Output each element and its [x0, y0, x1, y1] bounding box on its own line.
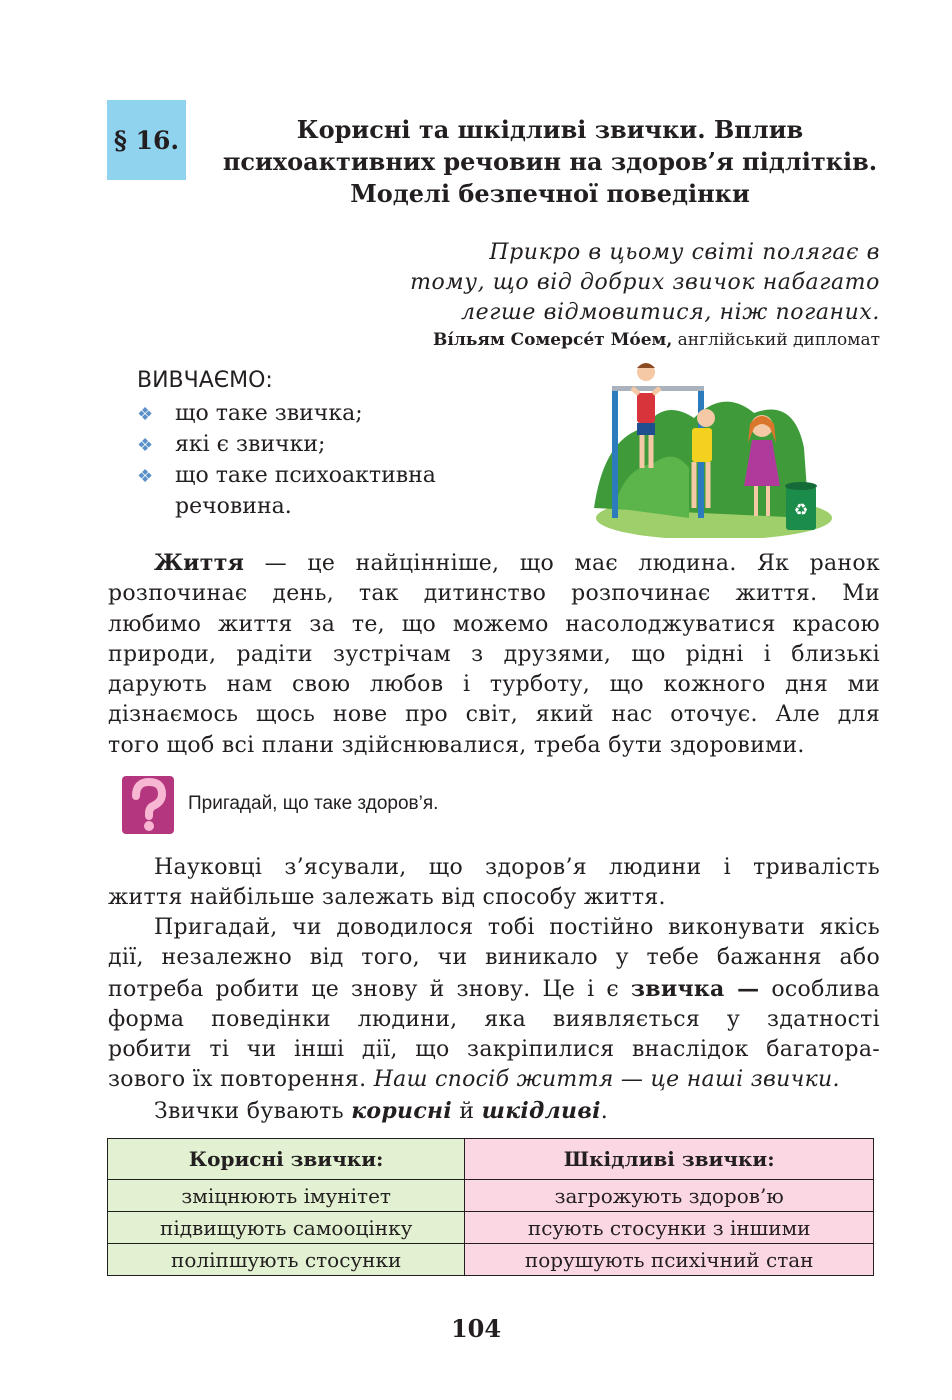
- author-name: Ві́льям Сомерсе́т Мо́ем,: [433, 330, 673, 350]
- title-line: психоактивних речовин на здоров’я підлітків.: [222, 147, 878, 176]
- table-cell: псують стосунки з іншими: [465, 1212, 874, 1244]
- term-life: Життя: [154, 550, 245, 576]
- question-mark-icon: [122, 776, 174, 834]
- svg-text:♻: ♻: [793, 500, 809, 519]
- table-cell: загрожують здоров’ю: [465, 1180, 874, 1212]
- diamond-bullet-icon: ❖: [137, 435, 154, 456]
- diamond-bullet-icon: ❖: [137, 404, 154, 425]
- children-exercising-illustration: [594, 358, 834, 538]
- question-prompt: Пригадай, що таке здоров’я.: [188, 793, 439, 814]
- habits-table: [107, 1138, 874, 1276]
- epigraph-author: [433, 330, 880, 350]
- epigraph-line: Прикро в цьому світі полягає в: [489, 240, 880, 265]
- title-line: Корисні та шкідливі звички. Вплив: [296, 115, 804, 144]
- epigraph: [410, 238, 880, 328]
- table-row: [108, 1244, 874, 1276]
- table-cell: поліпшують стосунки: [108, 1244, 465, 1276]
- section-label: § 16.: [113, 125, 180, 155]
- table-row: [108, 1212, 874, 1244]
- column-header-harmful: Шкідливі звички:: [465, 1139, 874, 1180]
- paragraph-habit-definition: Пригадай, чи доводилося тобі постійно виконувати якісь дії, незалежно від того, чи виникало у тебе бажання або потреба робити це знову й знову. Це і є звичка — особлива форма поведінки людини, яка виявляється у здатності робити ті чи інші дії, що закріпилися внаслідок багатора- зового їх повторення. Наш спосіб життя — це наші звички.: [108, 915, 880, 1093]
- term-habit: звичка —: [630, 975, 760, 1002]
- habit-motto: Наш спосіб життя — це наші звички.: [373, 1067, 840, 1093]
- term-harmful: шкідливі: [481, 1098, 601, 1124]
- learn-item: ❖ що таке психоактивна: [137, 460, 436, 492]
- column-header-useful: Корисні звички:: [108, 1139, 465, 1180]
- page-title: [200, 114, 900, 210]
- table-cell: порушують психічний стан: [465, 1244, 874, 1276]
- section-badge: [107, 100, 186, 180]
- page-number: 104: [450, 1314, 502, 1343]
- diamond-bullet-icon: ❖: [137, 466, 154, 487]
- paragraph-life: Життя — це найцінніше, що має людина. Як ранок розпочинає день, так дитинство розпочинає життя. Ми любимо життя за те, що можемо насолоджуватися красою природи, радіти зустрічам з друзями, що рідні і близькі дарують нам свою любов і турботу, що кожного дня ми дізнаємось щось нове про світ, який нас оточує. Але для того щоб всі плани здійснювалися, треба бути здоровими.: [108, 550, 880, 758]
- author-role: англійський дипломат: [677, 330, 880, 350]
- title-line: Моделі безпечної поведінки: [350, 179, 750, 208]
- paragraph-scientists: Науковці з’ясували, що здоров’я людини і тривалість життя найбільше залежать від способу життя.: [108, 855, 880, 911]
- learn-heading: ВИВЧАЄМО:: [137, 368, 273, 393]
- epigraph-line: легше відмовитися, ніж поганих.: [461, 300, 880, 325]
- learn-item-continued: речовина.: [175, 494, 292, 519]
- table-cell: підвищують самооцінку: [108, 1212, 465, 1244]
- table-header-row: [108, 1139, 874, 1180]
- learn-item: ❖ що таке звичка;: [137, 398, 363, 430]
- table-row: [108, 1180, 874, 1212]
- paragraph-habit-types: Звички бувають корисні й шкідливі.: [154, 1098, 609, 1124]
- term-useful: корисні: [351, 1098, 453, 1124]
- learn-item: ❖ які є звички;: [137, 429, 325, 461]
- epigraph-line: тому, що від добрих звичок набагато: [410, 270, 880, 295]
- table-cell: зміцнюють імунітет: [108, 1180, 465, 1212]
